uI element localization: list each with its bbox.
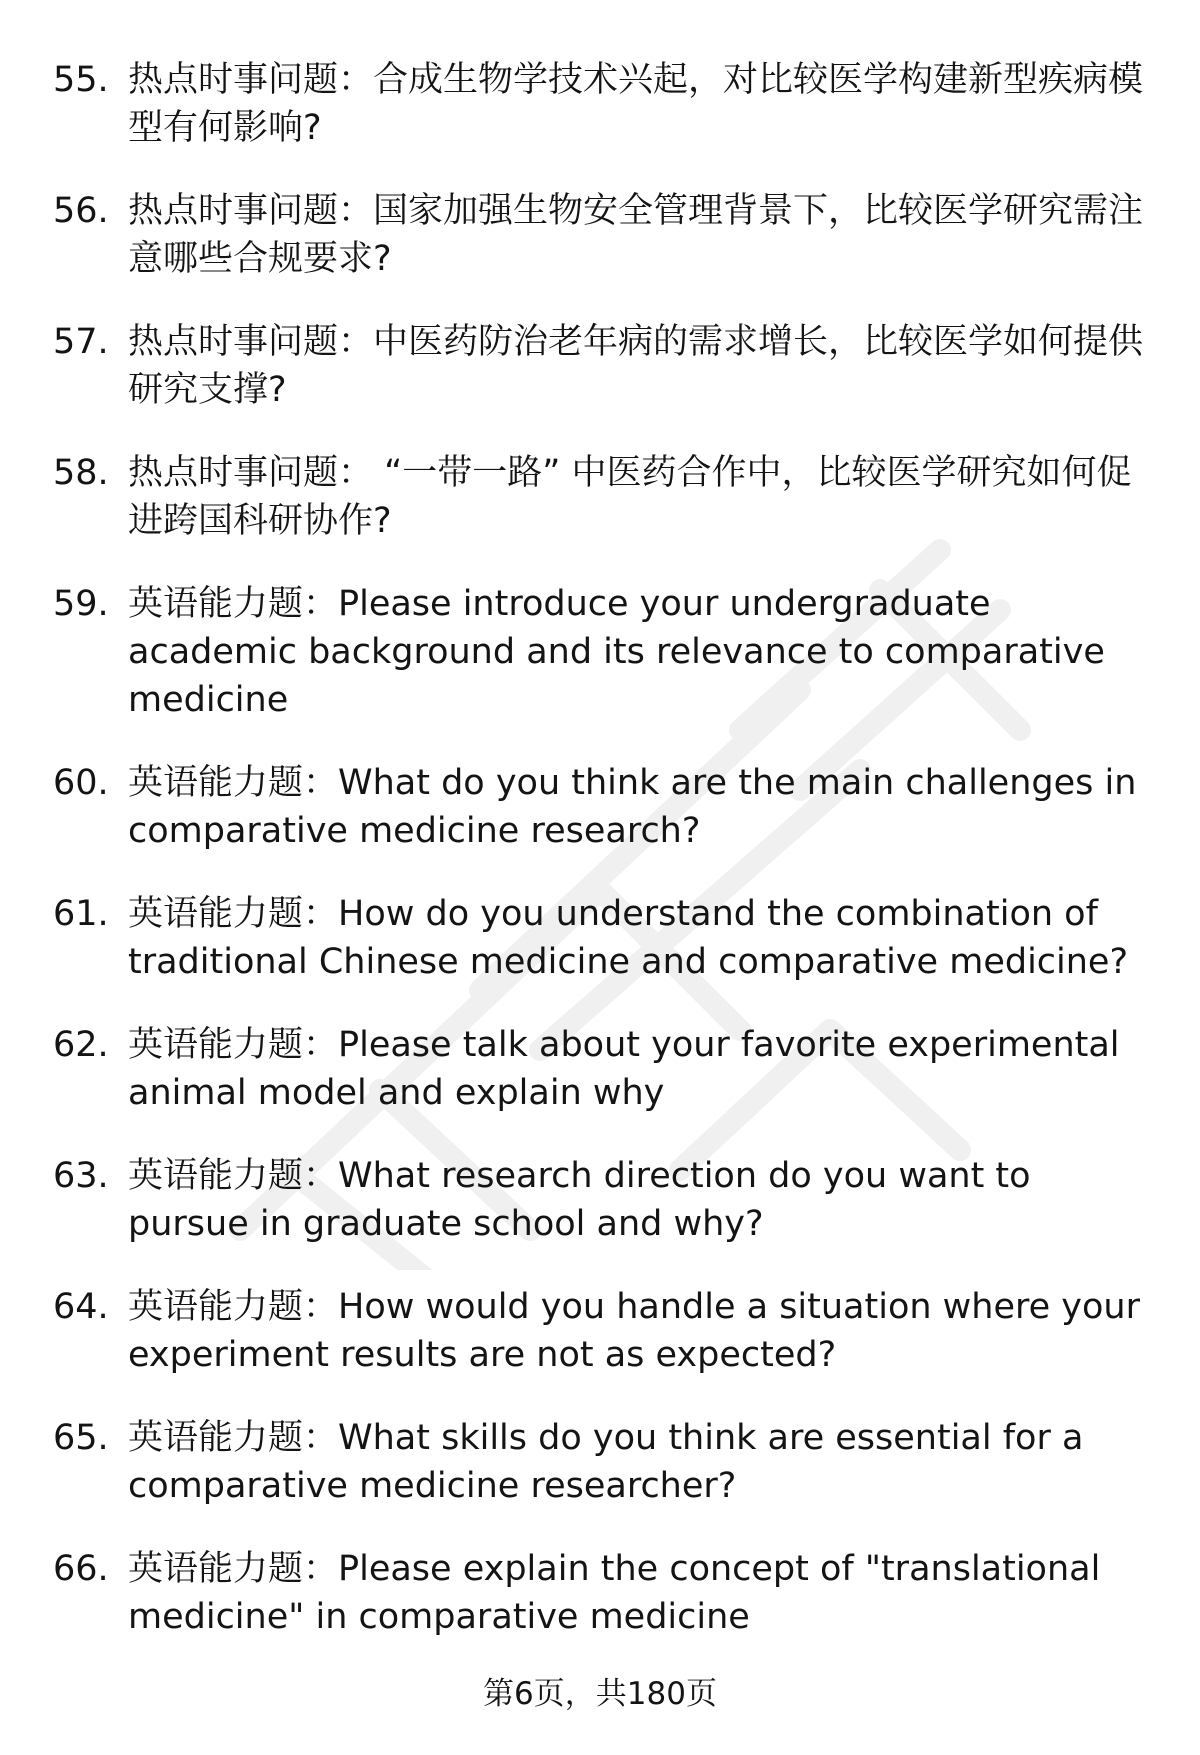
question-item [0, 759, 1200, 855]
question-item [0, 580, 1200, 724]
question-number: 63. [53, 1156, 109, 1196]
question-item [0, 56, 1200, 152]
question-number: 59. [53, 584, 109, 624]
question-item [0, 1545, 1200, 1641]
question-number: 61. [53, 894, 109, 934]
question-text: 英语能力题：Please explain the concept of "translational medicine" in comparative medicine [128, 1549, 1101, 1637]
question-text: 热点时事问题：中医药防治老年病的需求增长，比较医学如何提供研究支撑? [128, 322, 1144, 410]
question-text: 英语能力题：Please introduce your undergraduate academic background and its relevance to comparative medicine [128, 584, 1105, 720]
question-item [0, 318, 1200, 414]
question-number: 56. [53, 191, 109, 231]
question-text: 英语能力题：What skills do you think are essential for a comparative medicine researcher? [128, 1418, 1084, 1506]
question-number: 64. [53, 1287, 109, 1327]
question-text: 英语能力题：How do you understand the combination of traditional Chinese medicine and comparative medicine? [128, 894, 1129, 982]
question-item [0, 1283, 1200, 1379]
question-item [0, 1414, 1200, 1510]
question-number: 57. [53, 322, 109, 362]
page-number-label: 第6页，共180页 [483, 1676, 717, 1712]
question-text: 英语能力题：How would you handle a situation where your experiment results are not as expected? [128, 1287, 1140, 1375]
question-text: 英语能力题：What do you think are the main challenges in comparative medicine research? [128, 763, 1137, 851]
question-item [0, 1021, 1200, 1117]
question-text: 热点时事问题：合成生物学技术兴起，对比较医学构建新型疾病模型有何影响? [128, 60, 1144, 148]
question-number: 58. [53, 453, 109, 493]
question-text: 热点时事问题：国家加强生物安全管理背景下，比较医学研究需注意哪些合规要求? [128, 191, 1144, 279]
question-item [0, 187, 1200, 283]
question-item [0, 1152, 1200, 1248]
question-number: 60. [53, 763, 109, 803]
question-number: 62. [53, 1025, 109, 1065]
question-item [0, 449, 1200, 545]
question-number: 55. [53, 60, 109, 100]
page-footer [0, 1673, 1200, 1715]
question-text: 热点时事问题： “一带一路” 中医药合作中，比较医学研究如何促进跨国科研协作? [128, 453, 1132, 541]
question-number: 65. [53, 1418, 109, 1458]
question-number: 66. [53, 1549, 109, 1589]
question-item [0, 890, 1200, 986]
question-text: 英语能力题：What research direction do you want to pursue in graduate school and why? [128, 1156, 1031, 1244]
question-list [0, 56, 1200, 1676]
question-text: 英语能力题：Please talk about your favorite experimental animal model and explain why [128, 1025, 1120, 1113]
